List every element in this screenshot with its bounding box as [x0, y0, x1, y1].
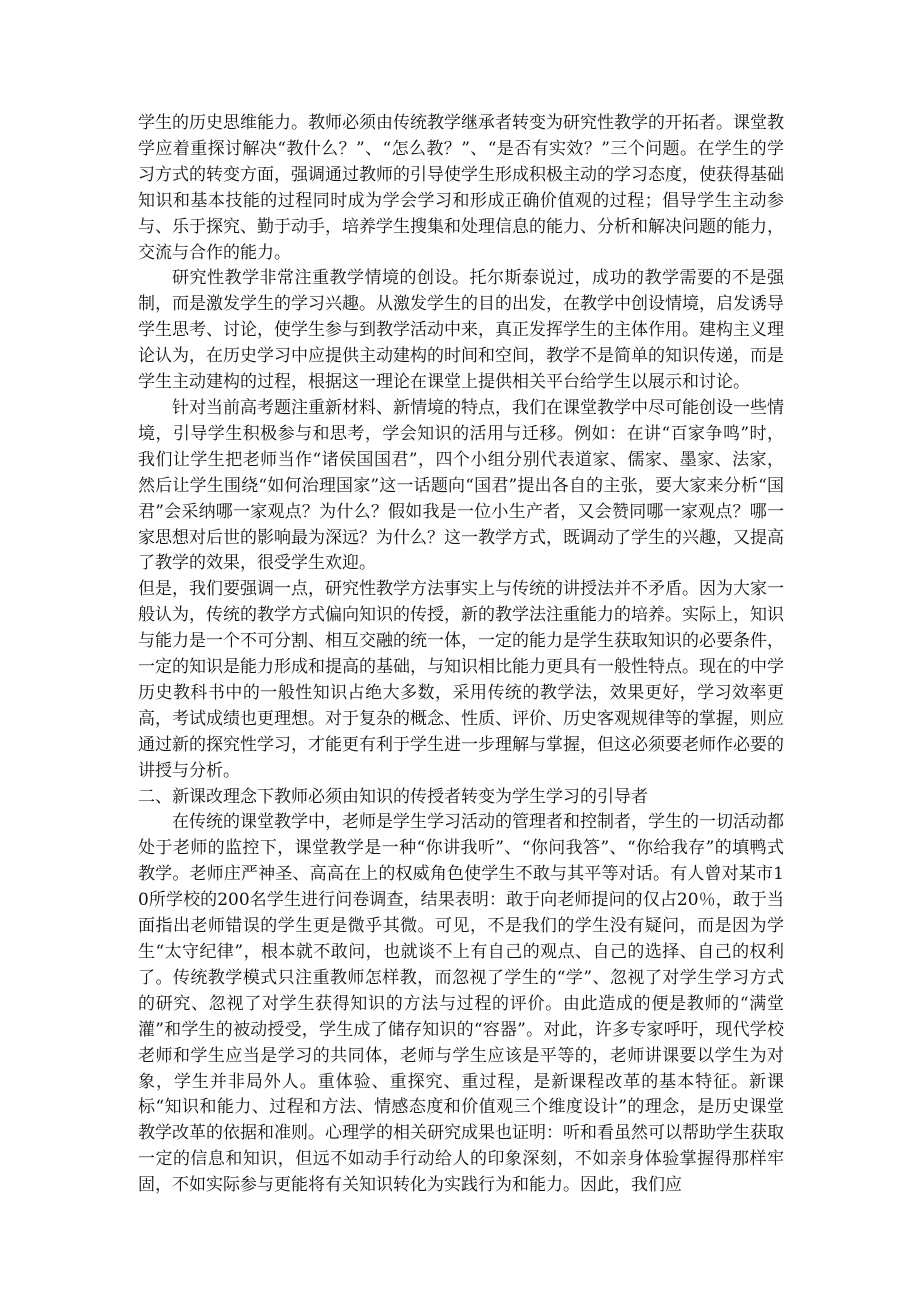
paragraph-exam-situations: 针对当前高考题注重新材料、新情境的特点，我们在课堂教学中尽可能创设一些情境，引导学生积极参与和思考，学会知识的活用与迁移。例如：在讲“百家争鸣”时，我们让学生把老师当作“诸侯国国君”，四个小组分别代表道家、儒家、墨家、法家，然后让学生围绕“如何治理国家”这一话题向“国君”提出各自的主张，要大家来分析“国君”会采纳哪一家观点？为什么？假如我是一位小生产者，又会赞同哪一家观点？哪一家思想对后世的影响最为深远？为什么？这一教学方式，既调动了学生的兴趣，又提高了教学的效果，很受学生欢迎。	[138, 397, 784, 574]
document-page	[138, 111, 784, 1199]
paragraph-research-teaching: 研究性教学非常注重教学情境的创设。托尔斯泰说过，成功的教学需要的不是强制，而是激发学生的学习兴趣。从激发学生的目的出发，在教学中创设情境，启发诱导学生思考、讨论，使学生参与到教学活动中来，真正发挥学生的主体作用。建构主义理论认为，在历史学习中应提供主动建构的时间和空间，教学不是简单的知识传递，而是学生主动建构的过程，根据这一理论在课堂上提供相关平台给学生以展示和讨论。	[138, 268, 784, 393]
paragraph-lecture-method: 但是，我们要强调一点，研究性教学方法事实上与传统的讲授法并不矛盾。因为大家一般认为，传统的教学方式偏向知识的传授，新的教学法注重能力的培养。实际上，知识与能力是一个不可分割、相互交融的统一体，一定的能力是学生获取知识的必要条件，一定的知识是能力形成和提高的基础，与知识相比能力更具有一般性特点。现在的中学历史教科书中的一般性知识占绝大多数，采用传统的教学法，效果更好，学习效率更高，考试成绩也更理想。对于复杂的概念、性质、评价、历史客观规律等的掌握，则应通过新的探究性学习，才能更有利于学生进一步理解与掌握，但这必须要老师作必要的讲授与分析。	[138, 579, 784, 781]
paragraph-traditional-classroom: 在传统的课堂教学中，老师是学生学习活动的管理者和控制者，学生的一切活动都处于老师的监控下，课堂教学是一种“你讲我听”、“你问我答”、“你给我存”的填鸭式教学。老师庄严神圣、高高在上的权威角色使学生不敢与其平等对话。有人曾对某市10所学校的200名学生进行问卷调查，结果表明：敢于向老师提问的仅占20％，敢于当面指出老师错误的学生更是微乎其微。可见，不是我们的学生没有疑问，而是因为学生“太守纪律”，根本就不敢问，也就谈不上有自己的观点、自己的选择、自己的权利了。传统教学模式只注重教师怎样教，而忽视了学生的“学”、忽视了对学生学习方式的研究、忽视了对学生获得知识的方法与过程的评价。由此造成的便是教师的“满堂灌”和学生的被动授受，学生成了储存知识的“容器”。对此，许多专家呼吁，现代学校老师和学生应当是学习的共同体，老师与学生应该是平等的，老师讲课要以学生为对象，学生并非局外人。重体验、重探究、重过程，是新课程改革的基本特征。新课标“知识和能力、过程和方法、情感态度和价值观三个维度设计”的理念，是历史课堂教学改革的依据和准则。心理学的相关研究成果也证明：听和看虽然可以帮助学生获取一定的信息和知识，但远不如动手行动给人的印象深刻，不如亲身体验掌握得那样牢固，不如实际参与更能将有关知识转化为实践行为和能力。因此，我们应	[138, 812, 784, 1196]
paragraph-continuation: 学生的历史思维能力。教师必须由传统教学继承者转变为研究性教学的开拓者。课堂教学应着重探讨解决“教什么？”、“怎么教？”、“是否有实效？”三个问题。在学生的学习方式的转变方面，强调通过教师的引导使学生形成积极主动的学习态度，使获得基础知识和基本技能的过程同时成为学会学习和形成正确价值观的过程；倡导学生主动参与、乐于探究、勤于动手，培养学生搜集和处理信息的能力、分析和解决问题的能力，交流与合作的能力。	[138, 113, 784, 263]
section-heading: 二、新课改理念下教师必须由知识的传授者转变为学生学习的引导者	[138, 786, 648, 807]
